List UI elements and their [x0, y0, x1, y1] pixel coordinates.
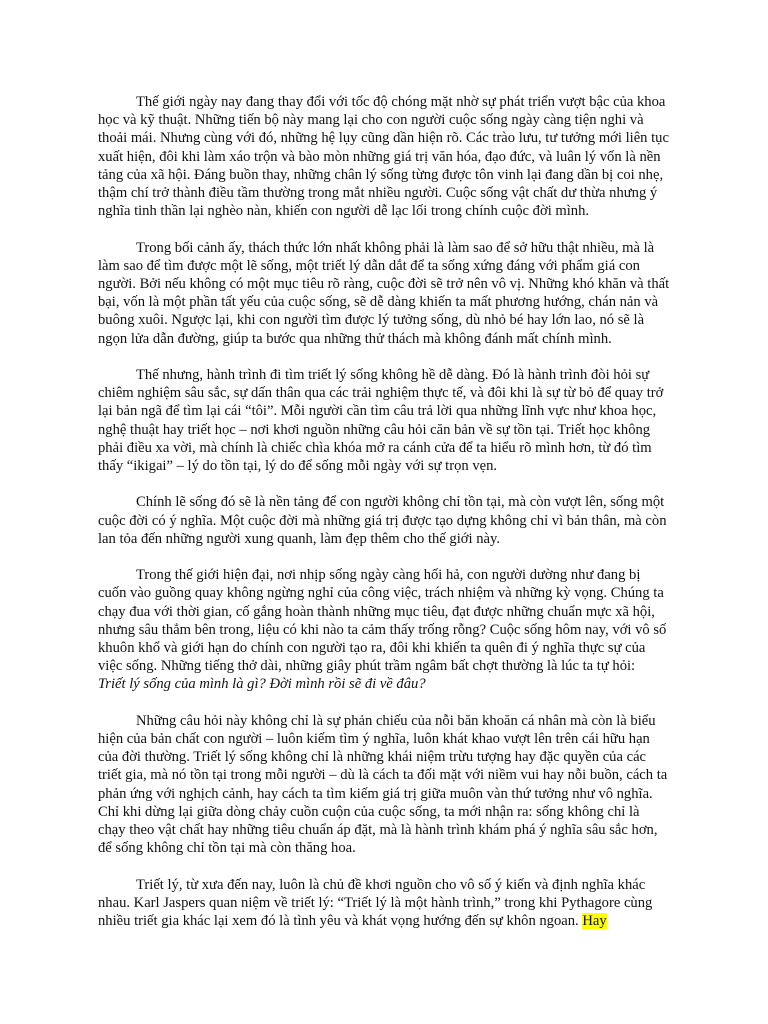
- paragraph-1: Thế giới ngày nay đang thay đổi với tốc độ chóng mặt nhờ sự phát triển vượt bậc của khoa học và kỹ thuật. Những tiến bộ này mang lại cho con người cuộc sống ngày càng tiện nghi và thoải mái. Nhưng cùng với đó, những hệ lụy cũng dần hiện rõ. Các trào lưu, tư tưởng mới liên tục xuất hiện, đôi khi làm xáo trộn và bào mòn những giá trị văn hóa, đạo đức, và luân lý vốn là nền tảng của xã hội. Đáng buồn thay, những chân lý sống từng được tôn vinh lại đang dần bị coi nhẹ, thậm chí trở thành điều tầm thường trong mắt nhiều người. Cuộc sống vật chất dư thừa nhưng ý nghĩa tinh thần lại nghèo nàn, khiến con người dễ lạc lối trong chính cuộc đời mình.: [98, 94, 669, 220]
- highlighted-word: Hay: [582, 913, 607, 930]
- paragraph-7: [98, 876, 670, 931]
- paragraph-7-text: Triết lý, từ xưa đến nay, luôn là chủ đề khơi nguồn cho vô số ý kiến và định nghĩa khác nhau. Karl Jaspers quan niệm về triết lý: “Triết lý là một hành trình,” trong khi Pythagore cùng nhiều triết gia khác lại xem đó là tình yêu và khát vọng hướng đến sự khôn ngoan.: [98, 876, 653, 930]
- paragraph-3: Thế nhưng, hành trình đi tìm triết lý sống không hề dễ dàng. Đó là hành trình đòi hỏi sự chiêm nghiệm sâu sắc, sự dấn thân qua các trải nghiệm thực tế, và đôi khi là sự từ bỏ để quay trở lại bản ngã để tìm lại cái “tôi”. Mỗi người cần tìm câu trả lời qua những lĩnh vực như khoa học, nghệ thuật hay triết học – nơi khơi nguồn những câu hỏi căn bản về sự tồn tại. Triết học không phải điều xa vời, mà chính là chiếc chìa khóa mở ra cánh cửa để ta hiểu rõ mình hơn, từ đó tìm thấy “ikigai” – lý do tồn tại, lý do để sống mỗi ngày với sự trọn vẹn.: [98, 367, 664, 475]
- paragraph-4: Chính lẽ sống đó sẽ là nền tảng để con người không chỉ tồn tại, mà còn vượt lên, sống một cuộc đời có ý nghĩa. Một cuộc đời mà những giá trị được tạo dựng không chỉ vì bản thân, mà còn lan tỏa đến những người xung quanh, làm đẹp thêm cho thế giới này.: [98, 494, 667, 547]
- paragraph-2: Trong bối cảnh ấy, thách thức lớn nhất không phải là làm sao để sở hữu thật nhiều, mà là làm sao để tìm được một lẽ sống, một triết lý dẫn dắt để ta sống xứng đáng với phẩm giá con người. Bởi nếu không có một mục tiêu rõ ràng, cuộc đời sẽ trở nên vô vị. Những khó khăn và thất bại, vốn là một phần tất yếu của cuộc sống, sẽ dễ dàng khiến ta mất phương hướng, chán nản và buông xuôi. Ngược lại, khi con người tìm được lý tưởng sống, dù nhỏ bé hay lớn lao, nó sẽ là ngọn lửa dẫn đường, giúp ta bước qua những thử thách mà không đánh mất chính mình.: [98, 239, 670, 347]
- paragraph-5-text: Trong thế giới hiện đại, nơi nhịp sống ngày càng hối hả, con người dường như đang bị cuốn vào guồng quay không ngừng nghỉ của công việc, trách nhiệm và những kỳ vọng. Chúng ta chạy đua với thời gian, cố gắng hoàn thành những mục tiêu, đạt được những chuẩn mực xã hội, nhưng sâu thẳm bên trong, liệu có khi nào ta cảm thấy trống rỗng? Cuộc sống hôm nay, với vô số khuôn khổ và giới hạn do chính con người tạo ra, đôi khi khiến ta quên đi ý nghĩa thực sự của việc sống. Những tiếng thở dài, những giây phút trầm ngâm bất chợt thường là lúc ta tự hỏi:: [98, 567, 667, 675]
- italic-question: Triết lý sống của mình là gì? Đời mình rồi sẽ đi về đâu?: [98, 676, 426, 693]
- paragraph-6: Những câu hỏi này không chỉ là sự phản chiếu của nỗi băn khoăn cá nhân mà còn là biểu hiện của bản chất con người – luôn kiếm tìm ý nghĩa, luôn khát khao vượt lên trên cái hữu hạn của đời thường. Triết lý sống không chỉ là những khái niệm trừu tượng hay đặc quyền của các triết gia, mà nó tồn tại trong mỗi người – dù là cách ta đối mặt với niềm vui hay nỗi buồn, cách ta phản ứng với nghịch cảnh, hay cách ta tìm kiếm giá trị giữa muôn vàn thứ tưởng như vô nghĩa. Chỉ khi dừng lại giữa dòng chảy cuồn cuộn của cuộc sống, ta mới nhận ra: sống không chỉ là chạy theo vật chất hay những tiêu chuẩn áp đặt, mà là hành trình khám phá ý nghĩa sâu sắc hơn, để sống không chỉ tồn tại mà còn thăng hoa.: [98, 712, 668, 857]
- paragraph-5: [98, 566, 670, 693]
